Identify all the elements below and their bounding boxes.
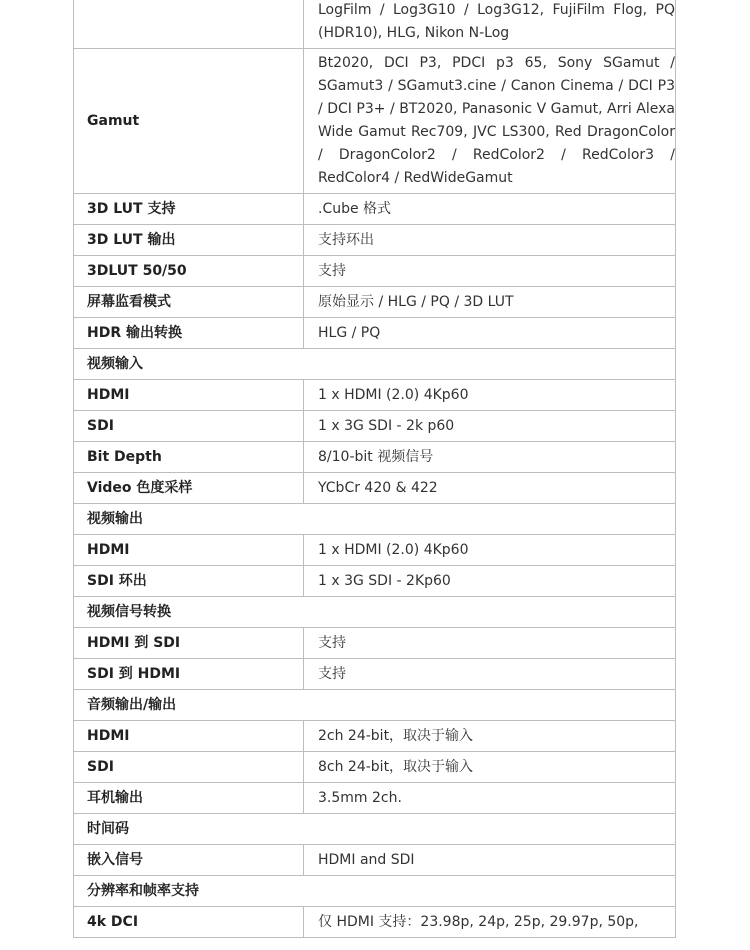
spec-row	[74, 287, 676, 318]
spec-label: Video 色度采样	[74, 473, 304, 504]
spec-value: 支持环出	[304, 225, 676, 256]
spec-label: 嵌入信号	[74, 845, 304, 876]
spec-label: HDMI	[74, 721, 304, 752]
spec-row	[74, 0, 676, 49]
spec-label: HDMI 到 SDI	[74, 628, 304, 659]
spec-label: 3D LUT 输出	[74, 225, 304, 256]
spec-row	[74, 907, 676, 938]
spec-value: 8ch 24-bit，取决于输入	[304, 752, 676, 783]
spec-row	[74, 721, 676, 752]
spec-value: 1 x HDMI (2.0) 4Kp60	[304, 380, 676, 411]
spec-value: 8/10-bit 视频信号	[304, 442, 676, 473]
spec-row	[74, 845, 676, 876]
section-title: 分辨率和帧率支持	[74, 876, 676, 907]
spec-label: 3D LUT 支持	[74, 194, 304, 225]
spec-row	[74, 194, 676, 225]
spec-value: 原始显示 / HLG / PQ / 3D LUT	[304, 287, 676, 318]
spec-label: SDI	[74, 411, 304, 442]
spec-row	[74, 380, 676, 411]
spec-value: 2ch 24-bit，取决于输入	[304, 721, 676, 752]
spec-row	[74, 442, 676, 473]
spec-row	[74, 49, 676, 194]
spec-label: SDI	[74, 752, 304, 783]
section-title: 视频信号转换	[74, 597, 676, 628]
spec-label: HDMI	[74, 535, 304, 566]
spec-value: LogFilm / Log3G10 / Log3G12, FujiFilm Flog, PQ (HDR10), HLG, Nikon N-Log	[304, 0, 676, 49]
spec-label: SDI 到 HDMI	[74, 659, 304, 690]
section-title: 视频输出	[74, 504, 676, 535]
spec-label: Bit Depth	[74, 442, 304, 473]
section-title: 音频输出/输出	[74, 690, 676, 721]
spec-label: 屏幕监看模式	[74, 287, 304, 318]
section-header-row	[74, 504, 676, 535]
section-header-row	[74, 876, 676, 907]
spec-row	[74, 783, 676, 814]
spec-label: 3DLUT 50/50	[74, 256, 304, 287]
spec-value: 支持	[304, 256, 676, 287]
spec-row	[74, 628, 676, 659]
spec-label	[74, 0, 304, 49]
spec-value: 1 x 3G SDI - 2Kp60	[304, 566, 676, 597]
spec-label: SDI 环出	[74, 566, 304, 597]
spec-value: 支持	[304, 628, 676, 659]
spec-value: HLG / PQ	[304, 318, 676, 349]
spec-value: 1 x 3G SDI - 2k p60	[304, 411, 676, 442]
section-header-row	[74, 690, 676, 721]
spec-table	[73, 0, 676, 938]
section-header-row	[74, 814, 676, 845]
spec-label: HDMI	[74, 380, 304, 411]
spec-label: Gamut	[74, 49, 304, 194]
spec-table-body	[74, 0, 676, 938]
spec-value: YCbCr 420 & 422	[304, 473, 676, 504]
section-header-row	[74, 597, 676, 628]
spec-row	[74, 318, 676, 349]
spec-label: 4k DCI	[74, 907, 304, 938]
spec-value: .Cube 格式	[304, 194, 676, 225]
spec-row	[74, 752, 676, 783]
spec-row	[74, 473, 676, 504]
spec-value: 支持	[304, 659, 676, 690]
section-header-row	[74, 349, 676, 380]
spec-row	[74, 225, 676, 256]
spec-row	[74, 256, 676, 287]
spec-value: Bt2020, DCI P3, PDCI p3 65, Sony SGamut / SGamut3 / SGamut3.cine / Canon Cinema / DCI P3 / DCI P3+ / BT2020, Panasonic V Gamut, Arri Alexa Wide Gamut Rec709, JVC LS300, Red DragonColor / DragonColor2 / RedColor2 / RedColor3 / RedColor4 / RedWideGamut	[304, 49, 676, 194]
spec-value: HDMI and SDI	[304, 845, 676, 876]
section-title: 时间码	[74, 814, 676, 845]
spec-label: 耳机输出	[74, 783, 304, 814]
spec-value: 1 x HDMI (2.0) 4Kp60	[304, 535, 676, 566]
spec-row	[74, 566, 676, 597]
section-title: 视频输入	[74, 349, 676, 380]
spec-row	[74, 535, 676, 566]
spec-value: 仅 HDMI 支持：23.98p, 24p, 25p, 29.97p, 50p,	[304, 907, 676, 938]
spec-value: 3.5mm 2ch.	[304, 783, 676, 814]
spec-row	[74, 659, 676, 690]
spec-row	[74, 411, 676, 442]
spec-label: HDR 输出转换	[74, 318, 304, 349]
